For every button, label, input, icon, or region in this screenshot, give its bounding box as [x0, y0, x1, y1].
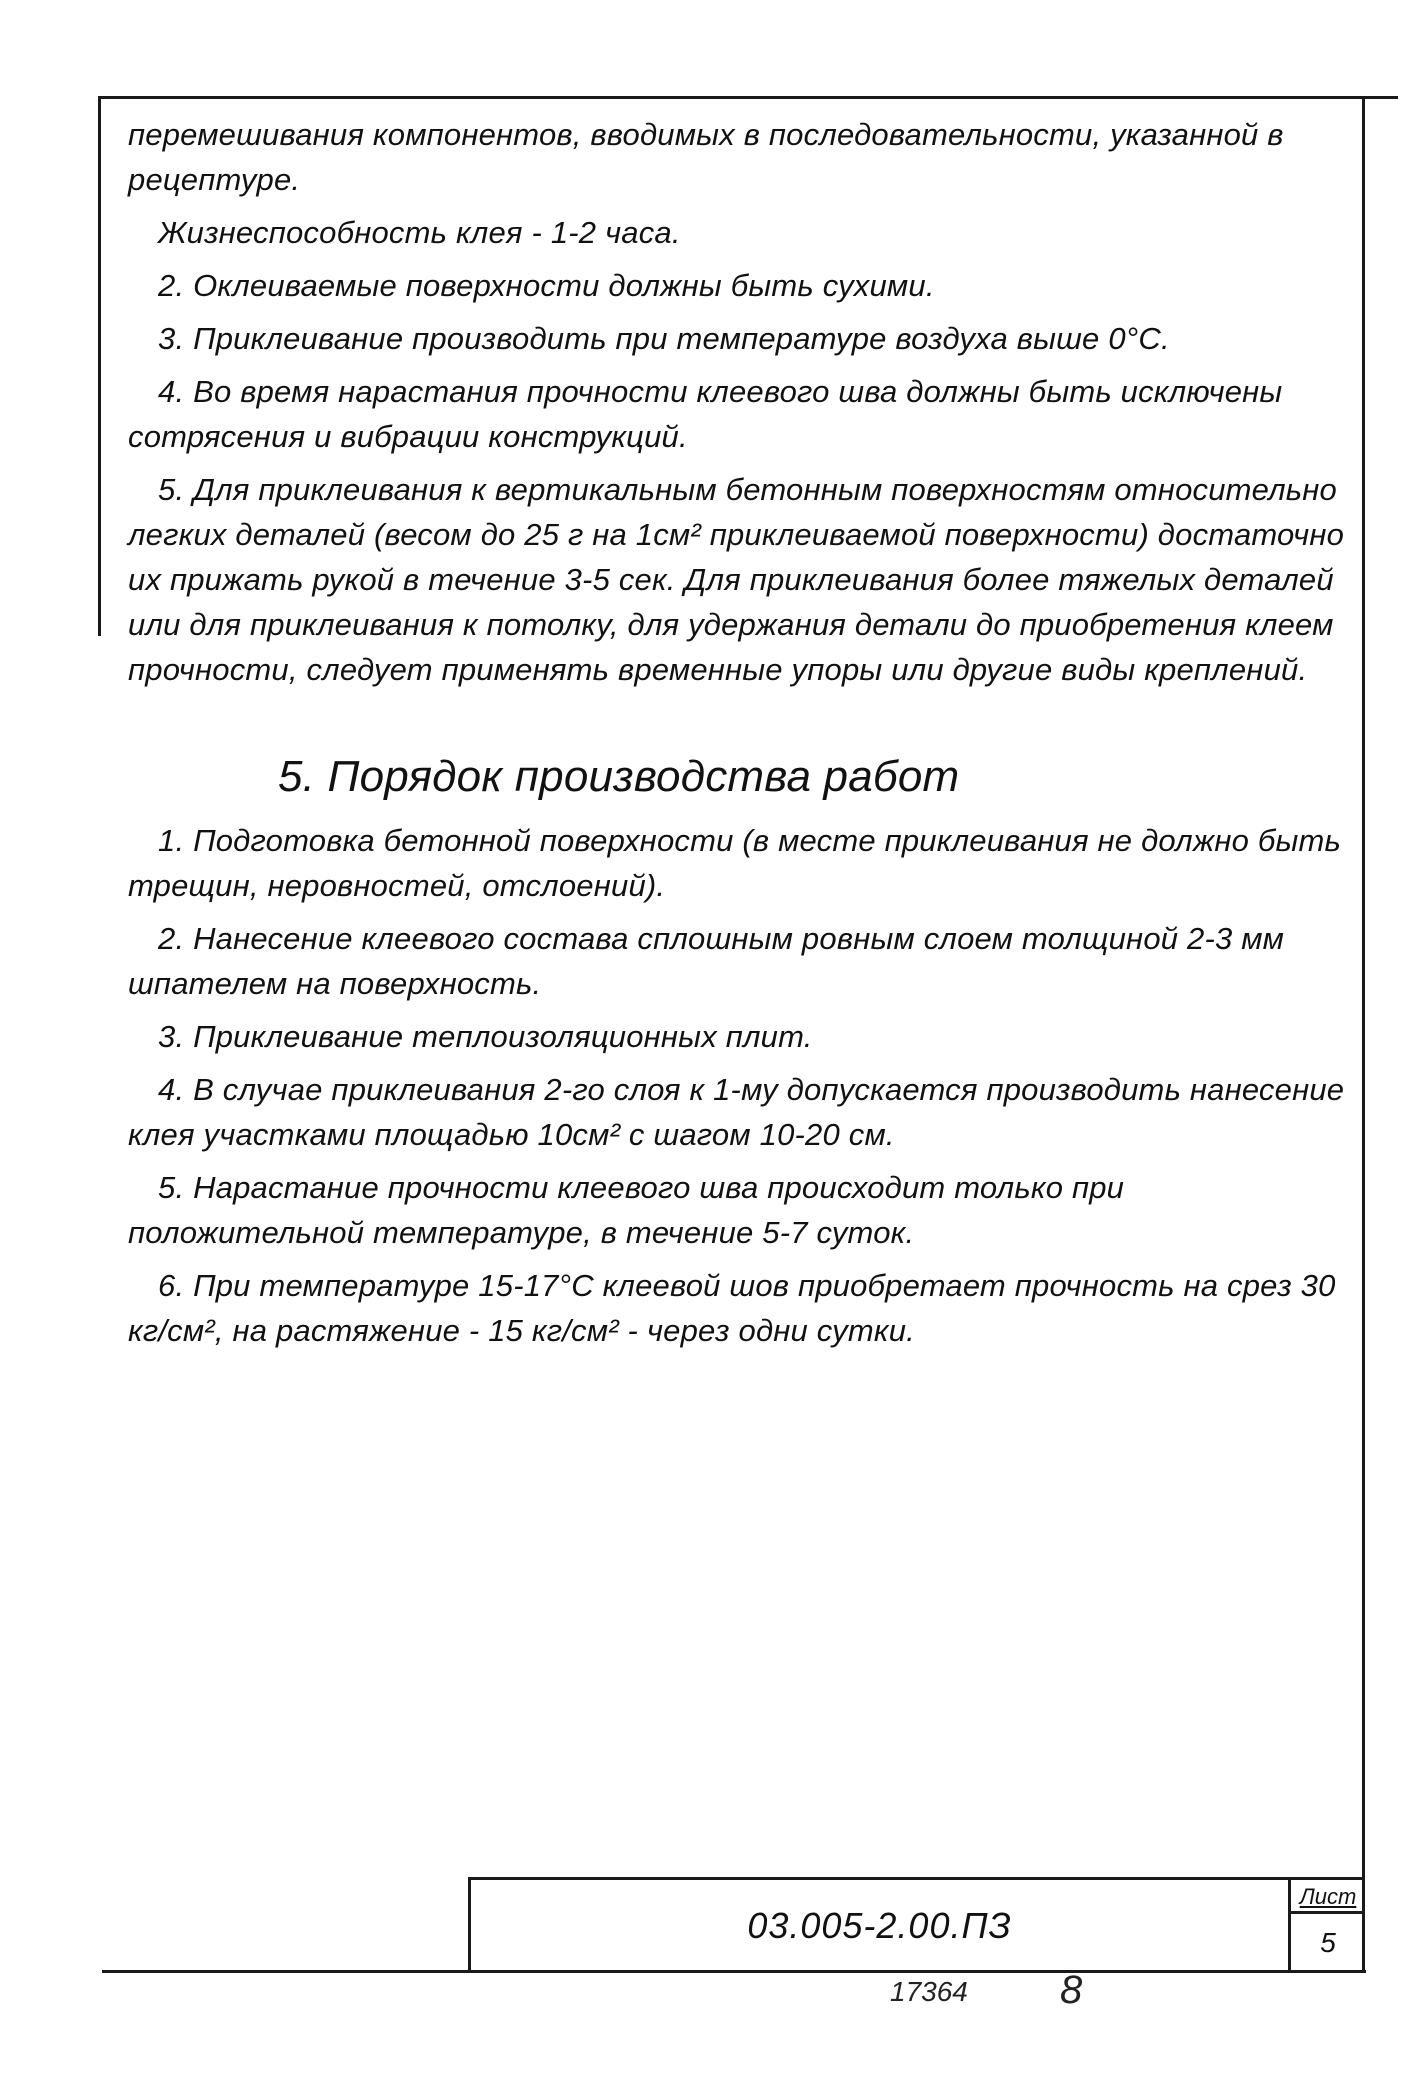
pot-life-paragraph: Жизнеспособность клея - 1-2 часа.: [158, 215, 681, 250]
document-body: [128, 112, 1348, 1361]
sheet-label: Лист: [1291, 1880, 1365, 1914]
list-item: 1. Подготовка бетонной поверхности (в месте приклеивания не должно быть трещин, неровностей, отслоений).: [128, 823, 1342, 903]
list-item: 5. Нарастание прочности клеевого шва происходит только при положительной температуре, в течение 5-7 суток.: [128, 1170, 1125, 1250]
sheet-number: 5: [1320, 1927, 1336, 1958]
list-item: 3. Приклеивание производить при температуре воздуха выше 0°С.: [158, 321, 1170, 356]
list-item: 3. Приклеивание теплоизоляционных плит.: [158, 1019, 813, 1054]
list-item: 4. В случае приклеивания 2-го слоя к 1-му допускается производить нанесение клея участками площадью 10см² с шагом 10-20 см.: [128, 1072, 1345, 1152]
continuation-paragraph: перемешивания компонентов, вводимых в последовательности, указанной в рецептуре.: [128, 117, 1284, 197]
frame-left-line: [98, 96, 101, 636]
frame-top-line: [98, 96, 1398, 99]
page-number: 8: [1060, 1968, 1083, 2012]
list-item: 2. Нанесение клеевого состава сплошным ровным слоем толщиной 2-3 мм шпателем на поверхность.: [128, 921, 1285, 1001]
inventory-number: 17364: [890, 1976, 968, 2007]
title-block: [468, 1877, 1365, 1971]
list-item: 6. При температуре 15-17°С клеевой шов приобретает прочность на срез 30 кг/см², на растяжение - 15 кг/см² - через одни сутки.: [128, 1268, 1336, 1348]
list-item: 2. Оклеиваемые поверхности должны быть сухими.: [158, 268, 935, 303]
frame-right-line: [1362, 96, 1365, 1972]
list-item: 4. Во время нарастания прочности клеевого шва должны быть исключены сотрясения и вибрации конструкций.: [128, 374, 1283, 454]
list-item: 5. Для приклеивания к вертикальным бетонным поверхностям относительно легких деталей (весом до 25 г на 1см² приклеиваемой поверхности) достаточно их прижать рукой в течение 3-5 сек. Для приклеивания более тяжелых деталей или для приклеивания к потолку, для удержания детали до приобретения клеем прочности, следует применять временные упоры или другие виды креплений.: [128, 472, 1345, 687]
document-code: 03.005-2.00.ПЗ: [471, 1880, 1291, 1971]
section-heading: 5. Порядок производства работ: [278, 752, 960, 801]
